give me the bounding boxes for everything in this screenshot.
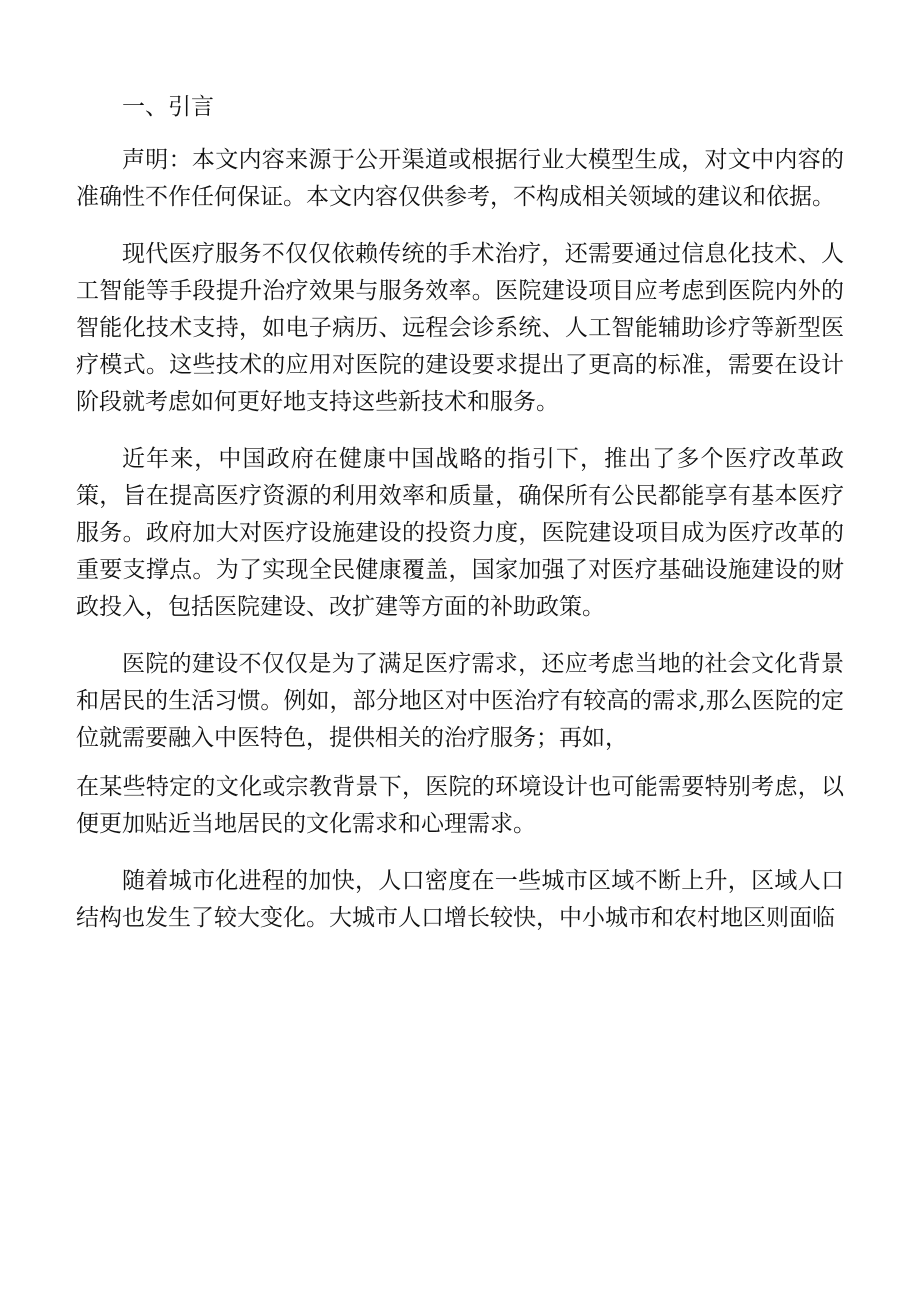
section-heading: 一、引言 [122,94,214,120]
body-paragraph-1: 现代医疗服务不仅仅依赖传统的手术治疗，还需要通过信息化技术、人工智能等手段提升治疗效果与服务效率。医院建设项目应考虑到医院内外的智能化技术支持，如电子病历、远程会诊系统、人工智能辅助诊疗等新型医疗模式。这些技术的应用对医院的建设要求提出了更高的标准，需要在设计阶段就考虑如何更好地支持这些新技术和服务。 [76,241,844,415]
body-paragraph-4: 随着城市化进程的加快，人口密度在一些城市区域不断上升，区域人口结构也发生了较大变化。大城市人口增长较快，中小城市和农村地区则面临 [76,868,844,931]
body-paragraph-2: 近年来，中国政府在健康中国战略的指引下，推出了多个医疗改革政策，旨在提高医疗资源的利用效率和质量，确保所有公民都能享有基本医疗服务。政府加大对医疗设施建设的投资力度，医院建设项目成为医疗改革的重要支撑点。为了实现全民健康覆盖，国家加强了对医疗基础设施建设的财政投入，包括医院建设、改扩建等方面的补助政策。 [76,446,844,620]
disclaimer-paragraph: 声明：本文内容来源于公开渠道或根据行业大模型生成，对文中内容的准确性不作任何保证。本文内容仅供参考，不构成相关领域的建议和依据。 [76,147,844,210]
body-paragraph-3-continued: 在某些特定的文化或宗教背景下，医院的环境设计也可能需要特别考虑，以便更加贴近当地居民的文化需求和心理需求。 [76,774,844,837]
body-paragraph-3: 医院的建设不仅仅是为了满足医疗需求，还应考虑当地的社会文化背景和居民的生活习惯。例如，部分地区对中医治疗有较高的需求,那么医院的定位就需要融入中医特色，提供相关的治疗服务；再如， [76,651,844,751]
